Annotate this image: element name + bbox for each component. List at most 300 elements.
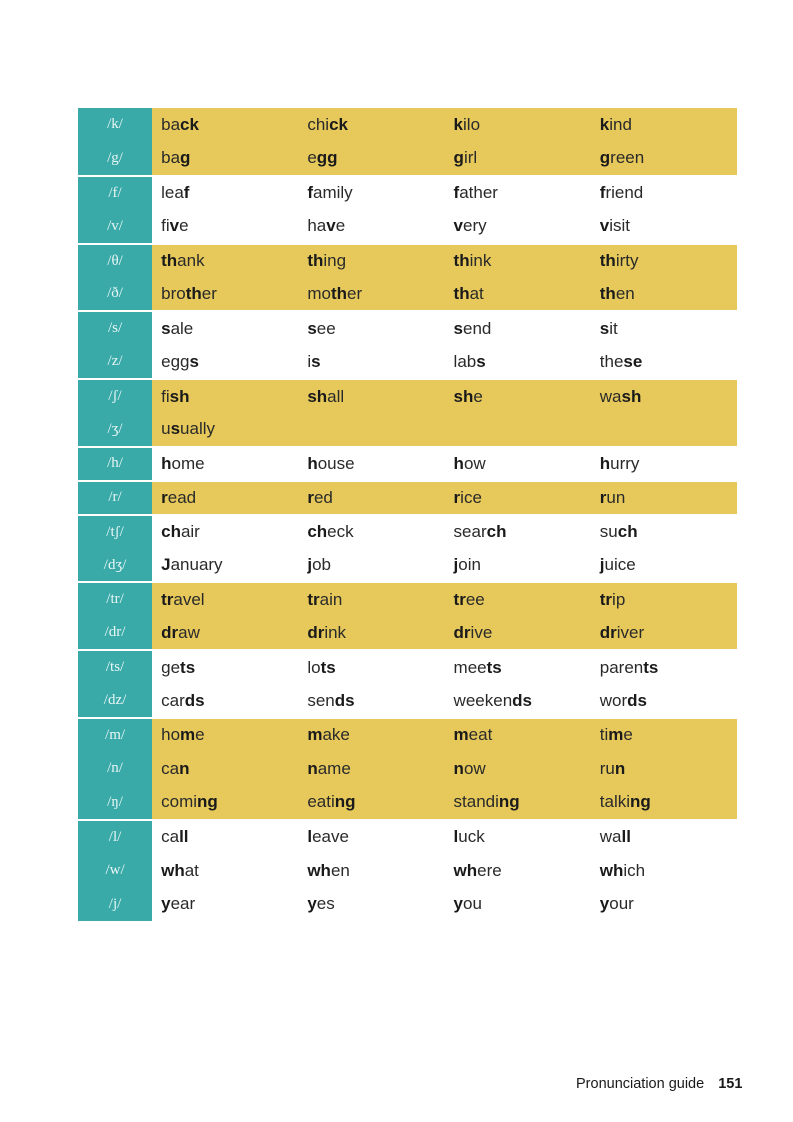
word-suffix: ice — [460, 487, 482, 507]
example-word — [298, 786, 444, 820]
example-word — [445, 413, 591, 447]
word-prefix: talki — [599, 792, 630, 812]
table-row — [78, 684, 737, 718]
word-suffix: e — [179, 216, 189, 236]
phoneme-symbol: /h/ — [78, 447, 152, 481]
word-highlight: g — [599, 148, 611, 168]
word-highlight: th — [453, 251, 470, 270]
word-suffix: oin — [458, 555, 481, 575]
table-row — [78, 176, 737, 210]
example-word — [591, 481, 737, 515]
word-highlight: ch — [307, 522, 328, 542]
table-row — [78, 108, 737, 142]
example-word — [298, 311, 444, 345]
example-word — [298, 854, 444, 888]
word-highlight: y — [307, 894, 317, 914]
word-suffix: un — [606, 487, 626, 507]
word-highlight: s — [476, 351, 486, 371]
example-word — [445, 887, 591, 921]
example-word — [591, 379, 737, 413]
example-word — [152, 582, 298, 616]
word-suffix: ed — [313, 487, 333, 507]
table-row — [78, 515, 737, 549]
word-suffix: ow — [463, 758, 486, 778]
word-prefix: wor — [599, 690, 628, 710]
word-highlight: s — [307, 318, 317, 338]
word-suffix: eave — [312, 827, 349, 847]
word-highlight: wh — [307, 860, 331, 880]
table-row — [78, 142, 737, 176]
pronunciation-table-body — [78, 108, 737, 921]
word-prefix: ba — [161, 148, 181, 168]
word-suffix: ou — [463, 894, 482, 914]
word-highlight: th — [185, 283, 202, 303]
word-suffix: it — [609, 318, 618, 338]
example-word — [298, 142, 444, 176]
example-word — [445, 277, 591, 311]
word-prefix: ge — [161, 657, 181, 677]
phoneme-symbol: /s/ — [78, 311, 152, 345]
word-highlight: h — [599, 453, 611, 473]
phoneme-symbol: /m/ — [78, 718, 152, 752]
word-highlight: dr — [307, 622, 325, 642]
example-word — [298, 244, 444, 278]
example-word — [445, 684, 591, 718]
example-word — [298, 820, 444, 854]
phoneme-symbol: /ð/ — [78, 277, 152, 311]
word-highlight: ng — [334, 792, 356, 812]
word-suffix: at — [469, 283, 484, 303]
word-highlight: s — [170, 419, 181, 439]
word-prefix: egg — [161, 351, 190, 371]
word-highlight: th — [330, 283, 347, 303]
example-word — [445, 616, 591, 650]
word-prefix: lo — [307, 657, 321, 677]
table-row — [78, 210, 737, 244]
word-highlight: s — [161, 318, 171, 338]
word-highlight: dr — [161, 622, 179, 642]
word-highlight: gg — [316, 148, 338, 168]
phoneme-symbol: /ʒ/ — [78, 413, 152, 447]
table-row — [78, 582, 737, 616]
pronunciation-table — [78, 108, 737, 921]
example-word — [152, 650, 298, 684]
example-word — [298, 887, 444, 921]
example-word — [445, 210, 591, 244]
example-word — [152, 481, 298, 515]
word-suffix: iver — [616, 622, 645, 642]
word-highlight: f — [599, 183, 606, 203]
example-word — [591, 515, 737, 549]
word-highlight: v — [599, 216, 610, 236]
word-highlight: j — [453, 555, 459, 575]
word-highlight: ts — [320, 657, 336, 677]
word-highlight: ts — [643, 657, 659, 677]
table-row — [78, 786, 737, 820]
example-word — [445, 142, 591, 176]
example-word — [298, 176, 444, 210]
word-highlight: th — [161, 251, 178, 270]
word-highlight: s — [453, 318, 464, 338]
word-prefix: ti — [599, 725, 609, 745]
word-highlight: ng — [498, 792, 520, 812]
word-suffix: irty — [615, 251, 639, 270]
word-prefix: ru — [599, 758, 615, 778]
example-word — [445, 481, 591, 515]
word-prefix: the — [599, 351, 624, 371]
word-highlight: se — [623, 351, 643, 371]
example-word — [591, 176, 737, 210]
phoneme-symbol: /f/ — [78, 176, 152, 210]
word-prefix: standi — [453, 792, 499, 812]
word-prefix: ca — [161, 758, 180, 778]
word-highlight: th — [307, 251, 324, 270]
example-word — [445, 854, 591, 888]
word-highlight: m — [453, 725, 469, 745]
word-prefix: mo — [307, 283, 331, 303]
example-word — [152, 210, 298, 244]
word-highlight: n — [307, 758, 318, 778]
phoneme-symbol: /v/ — [78, 210, 152, 244]
example-word — [591, 311, 737, 345]
word-highlight: g — [180, 148, 191, 168]
word-prefix: ca — [161, 827, 180, 847]
example-word — [152, 447, 298, 481]
word-prefix: paren — [599, 657, 644, 677]
phoneme-symbol: /ʃ/ — [78, 379, 152, 413]
word-highlight: ts — [180, 657, 196, 677]
word-highlight: wh — [161, 860, 185, 880]
example-word — [591, 752, 737, 786]
word-prefix: wa — [599, 827, 622, 847]
word-suffix: ale — [170, 318, 194, 338]
example-word — [445, 244, 591, 278]
table-row — [78, 549, 737, 583]
table-row — [78, 752, 737, 786]
word-highlight: tr — [453, 589, 466, 609]
page-number: 151 — [718, 1076, 743, 1092]
word-prefix: su — [599, 522, 618, 542]
example-word — [445, 108, 591, 142]
word-prefix: eati — [307, 792, 335, 812]
word-highlight: r — [599, 487, 607, 507]
table-row — [78, 277, 737, 311]
example-word — [591, 582, 737, 616]
example-word — [152, 108, 298, 142]
word-highlight: y — [161, 894, 171, 914]
example-word — [152, 616, 298, 650]
word-prefix: ba — [161, 114, 181, 134]
example-word — [152, 854, 298, 888]
word-suffix: ouse — [317, 453, 355, 473]
phoneme-symbol: /r/ — [78, 481, 152, 515]
example-word — [152, 379, 298, 413]
word-suffix: eck — [327, 522, 354, 542]
example-word — [152, 244, 298, 278]
example-word — [298, 108, 444, 142]
phoneme-symbol: /n/ — [78, 752, 152, 786]
word-prefix: sear — [453, 522, 487, 542]
word-suffix: uck — [458, 827, 485, 847]
table-row — [78, 379, 737, 413]
table-row — [78, 854, 737, 888]
word-suffix: aw — [178, 622, 200, 642]
example-word — [298, 345, 444, 379]
example-word — [591, 786, 737, 820]
word-suffix: air — [180, 522, 200, 542]
word-prefix: car — [161, 690, 185, 710]
word-suffix: end — [463, 318, 492, 338]
table-row — [78, 718, 737, 752]
word-prefix: sen — [307, 690, 335, 710]
word-highlight: h — [161, 453, 172, 473]
table-row — [78, 345, 737, 379]
word-suffix: ame — [317, 758, 351, 778]
word-suffix: riend — [605, 183, 644, 203]
word-highlight: ds — [334, 690, 355, 710]
example-word — [445, 549, 591, 583]
word-prefix: chi — [307, 114, 330, 134]
example-word — [152, 413, 298, 447]
example-word — [445, 786, 591, 820]
example-word — [298, 277, 444, 311]
word-highlight: ts — [486, 657, 502, 677]
word-suffix: er — [347, 283, 363, 303]
example-word — [152, 752, 298, 786]
example-word — [591, 854, 737, 888]
word-prefix: bro — [161, 283, 186, 303]
word-suffix: isit — [609, 216, 631, 236]
word-suffix: ead — [167, 487, 197, 507]
word-suffix: ain — [319, 589, 343, 609]
word-suffix: ob — [312, 555, 331, 575]
example-word — [591, 616, 737, 650]
word-suffix: e — [473, 386, 483, 406]
example-word — [152, 684, 298, 718]
word-highlight: ch — [486, 522, 507, 542]
word-suffix: en — [330, 860, 350, 880]
example-word — [298, 684, 444, 718]
word-highlight: j — [599, 555, 605, 575]
example-word — [591, 345, 737, 379]
example-word — [298, 616, 444, 650]
word-highlight: f — [183, 183, 190, 203]
word-highlight: r — [307, 487, 314, 507]
word-suffix: amily — [313, 183, 353, 203]
word-highlight: s — [311, 351, 321, 371]
word-highlight: n — [179, 758, 190, 778]
example-word — [591, 820, 737, 854]
example-word — [152, 277, 298, 311]
example-word — [152, 311, 298, 345]
word-highlight: s — [599, 318, 610, 338]
example-word — [445, 311, 591, 345]
table-row — [78, 616, 737, 650]
example-word — [445, 345, 591, 379]
example-word — [152, 820, 298, 854]
word-suffix: our — [609, 894, 634, 914]
word-suffix: ery — [463, 216, 487, 236]
word-suffix: ich — [623, 860, 646, 880]
example-word — [152, 718, 298, 752]
table-row — [78, 413, 737, 447]
example-word — [591, 887, 737, 921]
phoneme-symbol: /tʃ/ — [78, 515, 152, 549]
phoneme-symbol: /g/ — [78, 142, 152, 176]
phoneme-symbol: /w/ — [78, 854, 152, 888]
table-row — [78, 244, 737, 278]
word-highlight: ds — [512, 690, 532, 710]
word-suffix: uice — [604, 555, 636, 575]
word-prefix: i — [307, 351, 312, 371]
word-highlight: ch — [617, 522, 638, 542]
example-word — [445, 650, 591, 684]
word-suffix: ip — [612, 589, 626, 609]
word-highlight: wh — [453, 860, 478, 880]
example-word — [152, 176, 298, 210]
word-prefix: comi — [161, 792, 198, 812]
word-suffix: ear — [170, 894, 196, 914]
example-word — [445, 820, 591, 854]
word-suffix: at — [184, 860, 199, 880]
word-highlight: n — [614, 758, 626, 778]
example-word — [298, 718, 444, 752]
word-suffix: ink — [324, 622, 347, 642]
example-word — [298, 752, 444, 786]
phoneme-symbol: /ŋ/ — [78, 786, 152, 820]
example-word — [445, 582, 591, 616]
word-suffix: ere — [477, 860, 502, 880]
word-suffix: es — [316, 894, 335, 914]
example-word — [298, 582, 444, 616]
word-highlight: l — [307, 827, 313, 847]
word-suffix: ank — [177, 251, 205, 270]
word-highlight: m — [608, 725, 624, 745]
word-highlight: th — [453, 283, 470, 303]
word-highlight: ll — [621, 827, 631, 847]
phoneme-symbol: /tr/ — [78, 582, 152, 616]
example-word — [298, 379, 444, 413]
word-highlight: y — [453, 894, 464, 914]
word-suffix: ee — [465, 589, 485, 609]
phoneme-symbol: /dz/ — [78, 684, 152, 718]
example-word — [445, 176, 591, 210]
example-word — [445, 515, 591, 549]
word-highlight: k — [599, 114, 610, 134]
table-row — [78, 447, 737, 481]
word-suffix: e — [623, 725, 633, 745]
word-highlight: j — [307, 555, 313, 575]
word-highlight: l — [453, 827, 459, 847]
word-suffix: en — [615, 283, 635, 303]
page-footer — [576, 1076, 742, 1092]
example-word — [298, 210, 444, 244]
word-suffix: ow — [463, 453, 486, 473]
word-highlight: sh — [453, 386, 474, 406]
example-word — [445, 752, 591, 786]
table-row — [78, 820, 737, 854]
example-word — [152, 786, 298, 820]
word-highlight: ds — [184, 690, 205, 710]
word-suffix: anuary — [170, 555, 223, 575]
word-highlight: dr — [453, 622, 471, 642]
word-prefix: ho — [161, 725, 181, 745]
phoneme-symbol: /j/ — [78, 887, 152, 921]
example-word — [591, 210, 737, 244]
word-highlight: y — [599, 894, 610, 914]
word-highlight: ch — [161, 522, 181, 542]
example-word — [298, 481, 444, 515]
example-word — [591, 413, 737, 447]
word-highlight: tr — [307, 589, 320, 609]
word-suffix: er — [201, 283, 217, 303]
word-suffix: ilo — [463, 114, 481, 134]
word-highlight: m — [180, 725, 196, 745]
word-highlight: J — [161, 555, 171, 575]
word-suffix: all — [327, 386, 345, 406]
word-suffix: ive — [470, 622, 493, 642]
word-highlight: h — [453, 453, 464, 473]
word-suffix: ome — [171, 453, 205, 473]
word-prefix: e — [307, 148, 317, 168]
word-suffix: ing — [323, 251, 347, 270]
word-prefix: lea — [161, 183, 184, 203]
example-word — [298, 515, 444, 549]
word-highlight: ll — [179, 827, 189, 847]
word-highlight: s — [189, 351, 199, 371]
table-row — [78, 887, 737, 921]
word-prefix: wa — [599, 386, 622, 406]
word-suffix: e — [335, 216, 346, 236]
example-word — [591, 277, 737, 311]
word-highlight: ck — [180, 114, 199, 134]
example-word — [591, 684, 737, 718]
word-suffix: ather — [459, 183, 498, 203]
word-suffix: irl — [463, 148, 478, 168]
word-highlight: th — [599, 283, 616, 303]
word-highlight: ck — [329, 114, 348, 134]
word-suffix: ake — [322, 725, 350, 745]
word-highlight: v — [453, 216, 464, 236]
example-word — [298, 650, 444, 684]
example-word — [152, 515, 298, 549]
word-highlight: ds — [627, 690, 648, 710]
word-prefix: fi — [161, 216, 170, 236]
word-highlight: ng — [630, 792, 651, 812]
example-word — [445, 379, 591, 413]
word-highlight: ng — [197, 792, 218, 812]
word-highlight: v — [326, 216, 336, 236]
phoneme-symbol: /z/ — [78, 345, 152, 379]
example-word — [152, 549, 298, 583]
table-row — [78, 481, 737, 515]
word-prefix: fi — [161, 386, 170, 406]
example-word — [591, 142, 737, 176]
example-word — [152, 345, 298, 379]
table-row — [78, 311, 737, 345]
example-word — [298, 447, 444, 481]
example-word — [152, 142, 298, 176]
word-suffix: ee — [316, 318, 336, 338]
phoneme-symbol: /ts/ — [78, 650, 152, 684]
phoneme-symbol: /θ/ — [78, 244, 152, 278]
word-suffix: ink — [469, 251, 492, 270]
word-highlight: wh — [599, 860, 624, 880]
phoneme-symbol: /l/ — [78, 820, 152, 854]
phoneme-symbol: /dʒ/ — [78, 549, 152, 583]
word-highlight: r — [161, 487, 168, 507]
word-highlight: n — [453, 758, 464, 778]
